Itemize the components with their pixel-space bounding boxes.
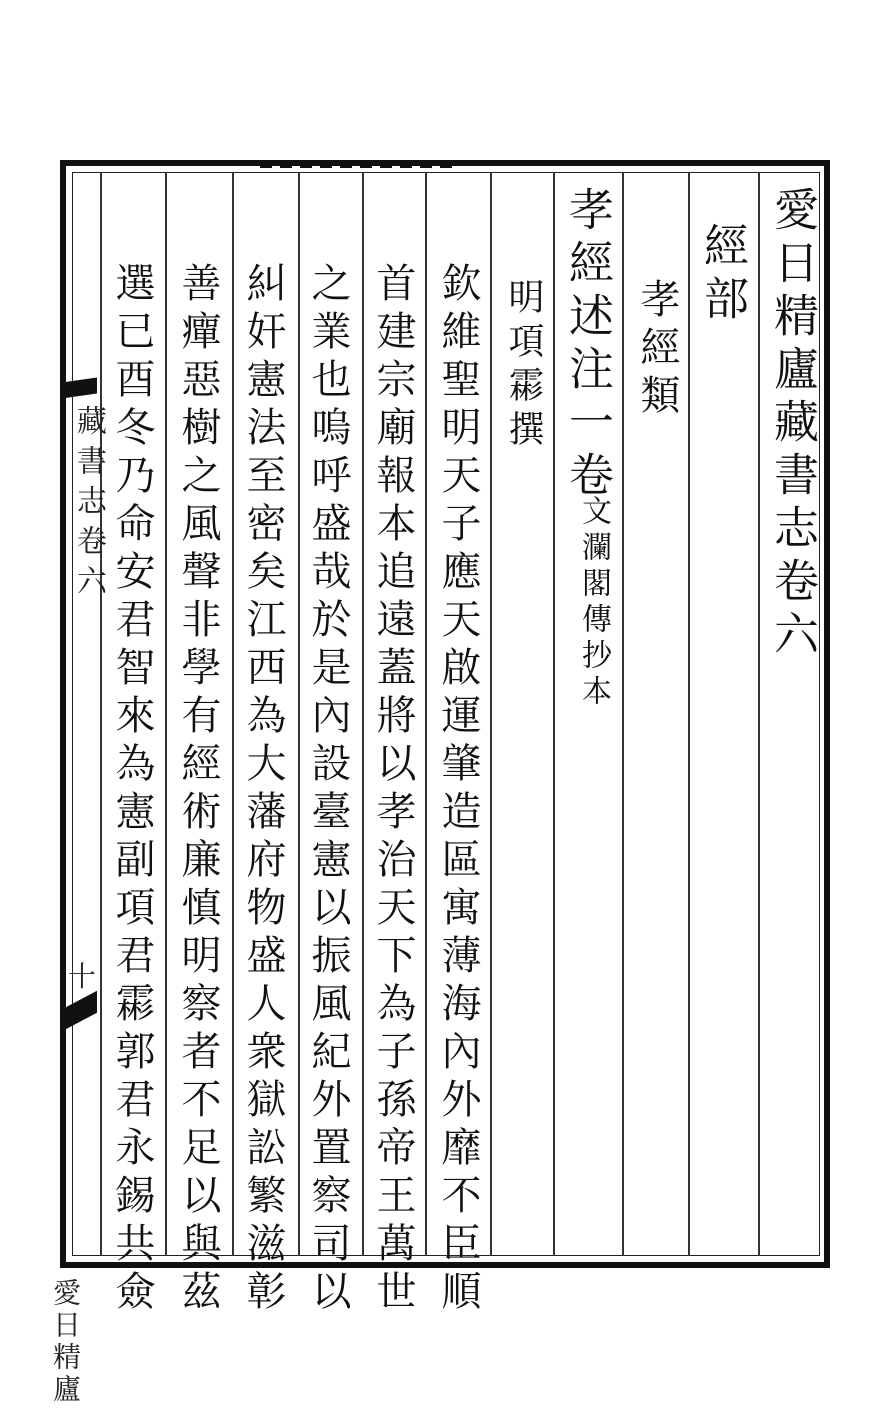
entry-title: 孝經述注一卷 xyxy=(561,186,614,504)
body-text-column: 首建宗廟報本追遠蓋將以孝治天下為子孫帝王萬世 xyxy=(370,262,416,1318)
author-line: 明項霦撰 xyxy=(503,278,544,454)
category-heading: 孝經類 xyxy=(634,278,680,422)
column-rule xyxy=(553,172,555,1256)
footer-imprint: 愛日精廬 xyxy=(49,1278,82,1406)
section-heading: 經部 xyxy=(696,222,749,328)
column-rule xyxy=(362,172,364,1256)
top-border-mark xyxy=(260,162,460,168)
column-rule xyxy=(298,172,300,1256)
fold-title: 藏書志卷六 xyxy=(71,405,106,605)
column-rule xyxy=(758,172,760,1256)
column-rule xyxy=(688,172,690,1256)
body-text-column: 選已酉冬乃命安君智來為憲副項君霦郭君永錫共僉 xyxy=(109,262,155,1318)
body-text-column: 善癉惡樹之風聲非學有經術廉慎明察者不足以與茲 xyxy=(175,262,221,1318)
column-rule xyxy=(232,172,234,1256)
column-rule xyxy=(490,172,492,1256)
body-text-column: 欽維聖明天子應天啟運肇造區寓薄海內外靡不臣順 xyxy=(435,262,481,1318)
book-title: 愛日精廬藏書志卷六 xyxy=(766,186,819,663)
column-rule xyxy=(622,172,624,1256)
column-rule xyxy=(165,172,167,1256)
body-text-column: 糾奸憲法至密矣江西為大藩府物盛人衆獄訟繁滋彰 xyxy=(240,262,286,1318)
edition-note: 文瀾閣傳抄本 xyxy=(576,495,611,711)
column-rule xyxy=(425,172,427,1256)
fold-page-number: 十 xyxy=(68,960,97,993)
column-rule xyxy=(100,172,102,1256)
body-text-column: 之業也嗚呼盛哉於是內設臺憲以振風紀外置察司以 xyxy=(305,262,351,1318)
